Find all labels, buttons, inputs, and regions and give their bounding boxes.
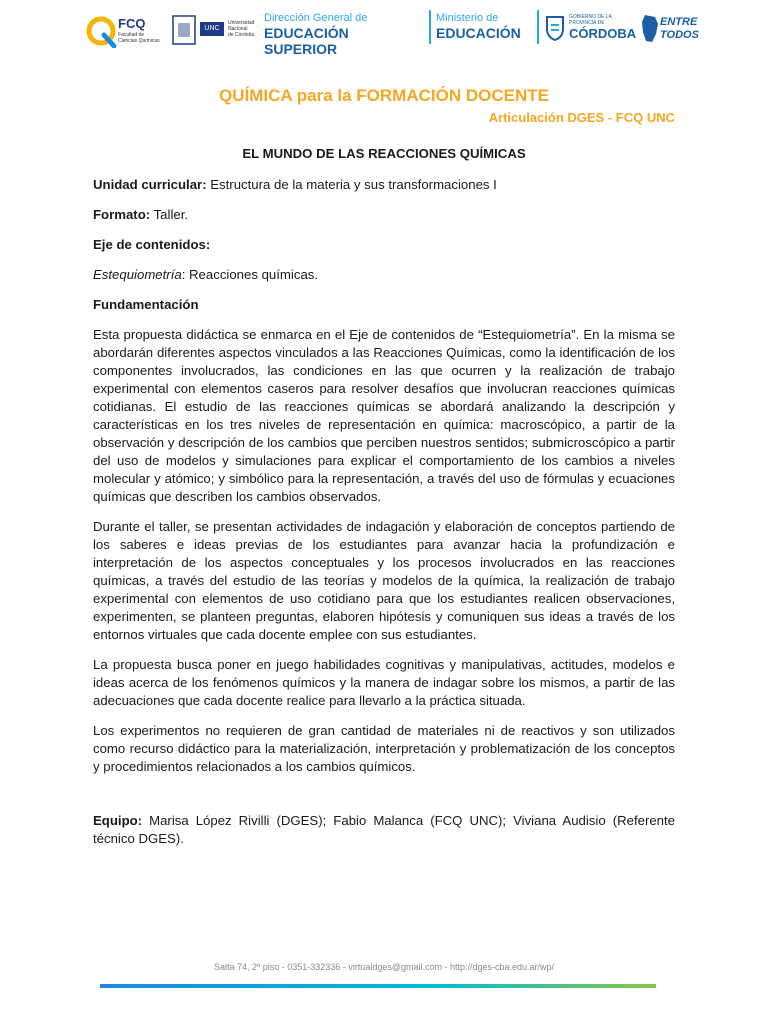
cordoba-line2: PROVINCIA DE [569, 20, 605, 26]
ministerio-line1: Ministerio de [436, 12, 499, 24]
fcq-subtitle-1: Facultad de [118, 32, 145, 38]
unc-line3: de Córdoba [228, 32, 255, 38]
unc-logo [172, 14, 258, 46]
paragraph-2: Durante el taller, se presentan actividades de indagación y elaboración de conceptos partiendo de los saberes e ideas previas de los estudiantes para avanzar hacia la profundización e interpretación de los aspectos conceptuales y los procesos involucrados en las reacciones químicas, a través del estudio de las teorías y modelos de la química, la realización de trabajo experimental con elementos de uso cotidiano para que los estudiantes realicen observaciones, experimenten, se planteen preguntas, elaboren hipótesis y comuniquen sus ideas a través de los entornos virtuales que cada docente emplee con sus estudiantes. [93, 519, 675, 642]
fundamentacion-label: Fundamentación [93, 297, 199, 312]
province-map-icon [640, 14, 660, 44]
unc-line2: Nacional [228, 26, 248, 32]
header-divider [429, 10, 431, 44]
unc-name: UNC [204, 25, 220, 32]
eje-label: Eje de contenidos: [93, 237, 211, 252]
footer-bar [100, 984, 656, 988]
fcq-logo [86, 14, 166, 50]
dges-line2: EDUCACIÓN SUPERIOR [264, 25, 349, 57]
equipo-label: Equipo: [93, 813, 143, 828]
dges-line1: Dirección General de [264, 12, 368, 24]
equipo-value: Marisa López Rivilli (DGES); Fabio Malanca (FCQ UNC); Viviana Audisio (Referente técnico DGES). [93, 813, 675, 846]
entre-line1: ENTRE [660, 16, 698, 28]
eje-heading [93, 236, 675, 254]
paragraph-3: La propuesta busca poner en juego habilidades cognitivas y manipulativas, actitudes, modelos e ideas acerca de los fenómenos químicos y la manera de indagar sobre los mismos, a partir de las adecuaciones que cada docente realice para llevarlo a la práctica situada. [93, 657, 675, 708]
entre-todos-logo [640, 12, 700, 46]
document-body [93, 145, 675, 848]
eje-italic: Estequiometría [93, 267, 182, 282]
fcq-q-icon [86, 16, 118, 48]
unidad-value: Estructura de la materia y sus transformaciones I [206, 177, 497, 192]
ministerio-logo [436, 12, 532, 44]
document-heading: EL MUNDO DE LAS REACCIONES QUÍMICAS [242, 146, 526, 161]
page-subtitle: Articulación DGES - FCQ UNC [488, 110, 675, 125]
cordoba-line1: GOBIERNO DE LA [569, 14, 612, 20]
fcq-subtitle-2: Ciencias Químicas [118, 38, 160, 44]
formato-value: Taller. [150, 207, 189, 222]
cordoba-shield-icon [545, 15, 565, 41]
eje-value: : Reacciones químicas. [181, 267, 319, 282]
fundamentacion-heading [93, 296, 675, 314]
ministerio-line2: EDUCACIÓN [436, 25, 521, 41]
cordoba-line3: CÓRDOBA [569, 26, 637, 41]
footer-contact: Salta 74, 2º piso - 0351-332336 - virtualdges@gmail.com - http://dges-cba.edu.ar/wp/ [213, 962, 555, 972]
unc-line1: Universidad [228, 20, 255, 26]
fcq-name: FCQ [118, 16, 146, 31]
unidad-label: Unidad curricular: [93, 177, 207, 192]
entre-line2: TODOS [660, 29, 699, 41]
unc-badge [200, 22, 224, 36]
page-title: QUÍMICA para la FORMACIÓN DOCENTE [219, 86, 549, 105]
cordoba-logo [545, 12, 635, 46]
formato [93, 206, 675, 224]
eje-content [93, 266, 675, 284]
dges-logo [264, 12, 424, 57]
equipo [93, 812, 675, 848]
paragraph-4: Los experimentos no requieren de gran cantidad de materiales ni de reactivos y son utilizados como recurso didáctico para la materialización, interpretación y problematización de los conceptos y procedimientos relacionados a los cambios químicos. [93, 723, 675, 774]
header-logos [0, 0, 768, 62]
unidad-curricular [93, 176, 675, 194]
unc-shield-icon [172, 15, 196, 45]
formato-label: Formato: [93, 207, 151, 222]
paragraph-1: Esta propuesta didáctica se enmarca en el Eje de contenidos de “Estequiometría”. En la misma se abordarán diferentes aspectos vinculados a las Reacciones Químicas, como la identificación de los componentes involucrados, las condiciones en las que ocurren y la realización de trabajo experimental con elementos caseros para resolver desafíos que involucran reacciones químicas cotidianas. El estudio de las reacciones químicas se abordará analizando la descripción y características en los tres niveles de representación en química: macroscópico, a partir de la observación y descripción de los cambios que perciben nuestros sentidos; submicroscópico a partir del uso de modelos y simulaciones para explicar el comportamiento de los cambios a niveles molecular y atómico; y simbólico para la representación, a través del uso de fórmulas y ecuaciones químicas que describen los cambios observados. [93, 327, 675, 504]
header-divider-2 [537, 10, 539, 44]
